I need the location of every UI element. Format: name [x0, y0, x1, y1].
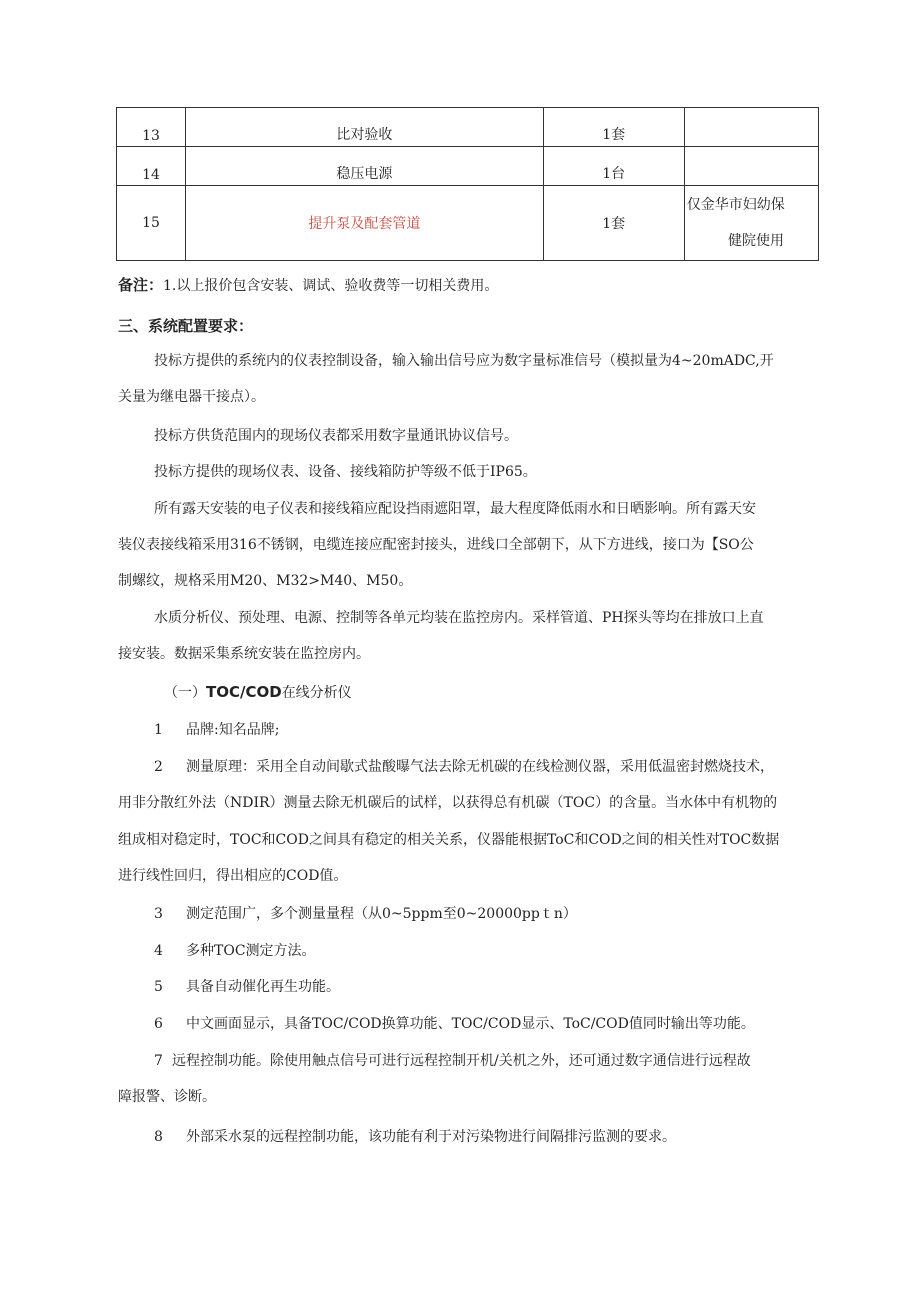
item-text: 远程控制功能。除使用触点信号可进行远程控制开机/关机之外，还可通过数字通信进行远程故 [172, 1053, 751, 1069]
table-row [117, 186, 819, 261]
paragraph: 制螺纹，规格采用M20、M32>M40、M50。 [118, 573, 413, 589]
item-text: 多种TOC测定方法。 [186, 943, 316, 959]
remark-text: 1.以上报价包含安装、调试、验收费等一切相关费用。 [163, 278, 499, 294]
list-item-continued: 进行线性回归，得出相应的COD值。 [118, 868, 348, 884]
item-number: 5 [154, 979, 163, 995]
list-item [154, 719, 279, 739]
item-quantity: 1套 [543, 108, 684, 147]
paragraph: 投标方提供的现场仪表、设备、接线箱防护等级不低于IP65。 [154, 464, 537, 480]
paragraph: 装仪表接线箱采用316不锈钢，电缆连接应配密封接头，进线口全部朝下，从下方进线，接口为【SO公 [118, 537, 754, 553]
item-text: 中文画面显示，具备TOC/COD换算功能、TOC/COD显示、ToC/COD值同时输出等功能。 [186, 1016, 755, 1032]
item-note [684, 147, 818, 186]
remark [118, 274, 498, 295]
note-line-2: 健院使用 [728, 233, 784, 249]
item-number: 8 [154, 1129, 163, 1145]
subsection-name: TOC/COD [206, 683, 282, 701]
item-name: 稳压电源 [186, 147, 544, 186]
list-item-continued: 障报警、诊断。 [118, 1089, 216, 1105]
list-item [154, 1050, 751, 1070]
paragraph: 关量为继电器干接点）。 [118, 389, 265, 405]
item-quantity: 1套 [543, 186, 684, 261]
item-number: 3 [154, 906, 163, 922]
row-number: 15 [117, 186, 186, 261]
paragraph: 水质分析仪、预处理、电源、控制等各单元均装在监控房内。采样管道、PH探头等均在排放口上直 [154, 610, 764, 626]
list-item [154, 940, 316, 960]
item-number: 7 [154, 1053, 163, 1069]
item-note [684, 186, 818, 261]
row-number: 13 [117, 108, 186, 147]
list-item-continued: 组成相对稳定时，TOC和COD之间具有稳定的相关关系，仪器能根据ToC和COD之间的相关性对TOC数据 [118, 832, 780, 848]
remark-label: 备注： [118, 276, 164, 294]
subsection-prefix: （一） [164, 685, 206, 701]
row-number: 14 [117, 147, 186, 186]
item-name: 提升泵及配套管道 [186, 186, 544, 261]
item-number: 6 [154, 1016, 163, 1032]
list-item-continued: 用非分散红外法（NDIR）测量去除无机碳后的试样，以获得总有机碳（TOC）的含量。当水体中有机物的 [118, 795, 778, 811]
item-note [684, 108, 818, 147]
subsection-title [164, 682, 352, 702]
section-title: 三、系统配置要求： [118, 317, 254, 335]
note-line-1: 仅金华市妇幼保 [686, 197, 785, 213]
item-quantity: 1台 [543, 147, 684, 186]
item-text: 外部采水泵的远程控制功能，该功能有利于对污染物进行间隔排污监测的要求。 [186, 1129, 676, 1145]
subsection-suffix: 在线分析仪 [281, 685, 352, 701]
list-item [154, 756, 774, 776]
list-item [154, 903, 577, 923]
paragraph: 投标方供货范围内的现场仪表都采用数字量通讯协议信号。 [154, 428, 518, 444]
paragraph: 投标方提供的系统内的仪表控制设备，输入输出信号应为数字量标准信号（模拟量为4~20mADC,开 [154, 353, 774, 369]
item-number: 4 [154, 943, 163, 959]
item-name: 比对验收 [186, 108, 544, 147]
list-item [154, 1126, 676, 1146]
item-number: 1 [154, 722, 163, 738]
item-number: 2 [154, 759, 163, 775]
list-item [154, 976, 340, 996]
table-row [117, 108, 819, 147]
list-item [154, 1013, 755, 1033]
item-text: 测量原理：采用全自动间歇式盐酸曝气法去除无机碳的在线检测仪器，采用低温密封燃烧技术， [186, 759, 774, 775]
table-row [117, 147, 819, 186]
paragraph: 接安装。数据采集系统安装在监控房内。 [118, 646, 370, 662]
paragraph: 所有露天安装的电子仪表和接线箱应配设挡雨遮阳罩，最大程度降低雨水和日晒影响。所有露天安 [154, 501, 756, 517]
equipment-table [116, 107, 819, 261]
item-text: 具备自动催化再生功能。 [186, 979, 340, 995]
item-text: 测定范围广，多个测量量程（从0~5ppm至0~20000ppｔn） [186, 906, 577, 922]
item-text: 品牌:知名品牌; [186, 722, 280, 738]
